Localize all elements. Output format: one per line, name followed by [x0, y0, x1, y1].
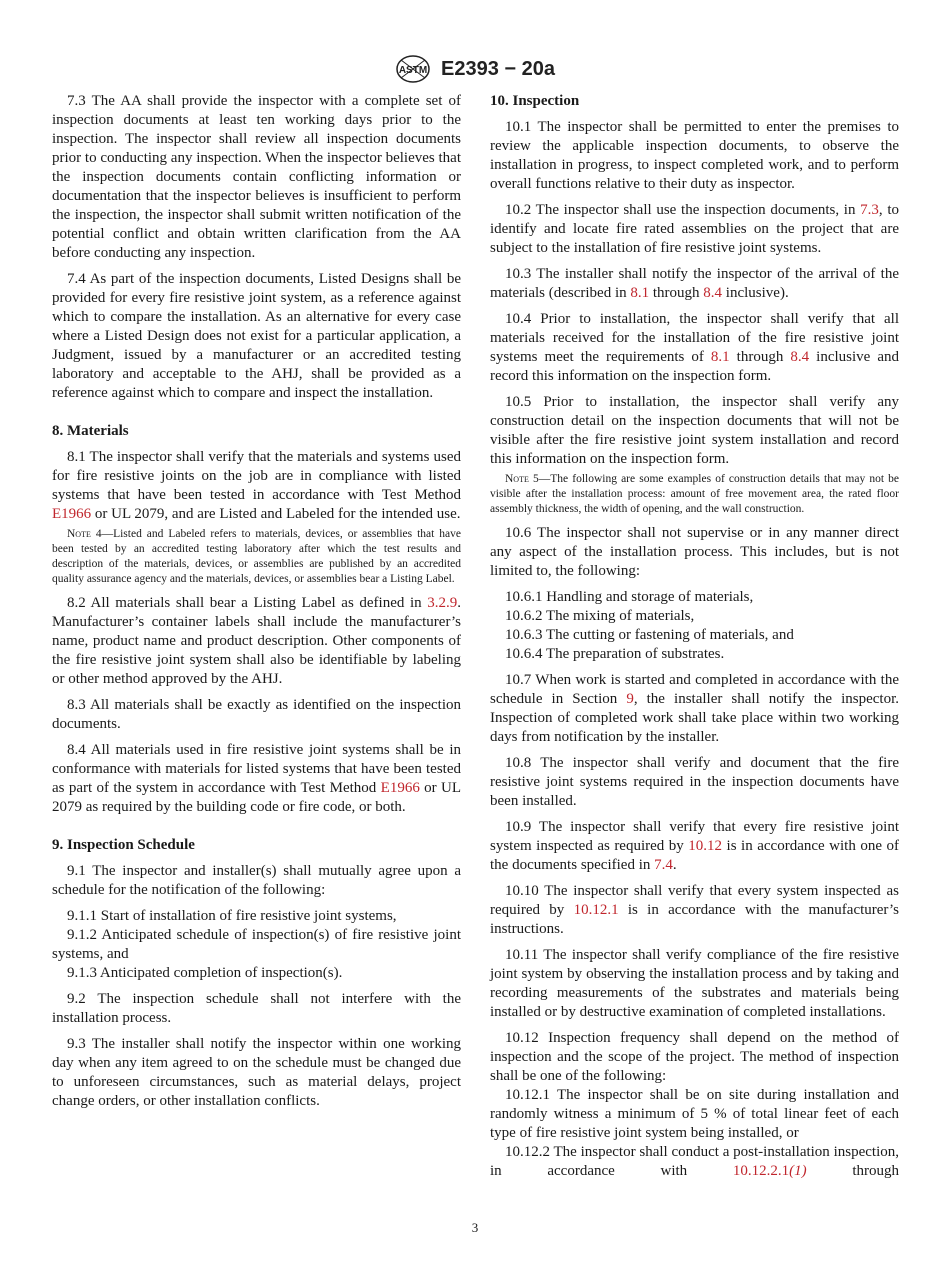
paragraph-9-1: 9.1 The inspector and installer(s) shall mutually agree upon a schedule for the notification of the following: — [52, 863, 461, 898]
paragraph-10-9: 10.9 The inspector shall verify that every fire resistive joint system inspected as required by 10.12 is in accordance with one of the documents specified in 7.4. — [490, 819, 899, 873]
note-4: Note 4—Listed and Labeled refers to materials, devices, or assemblies that have been tested by an accredited testing laboratory after which the test results and description of the materials, devices, or assemblies are published by an accredited quality assurance agency and the materials, devices, or assemblies bear a Listing Label. — [52, 528, 461, 585]
paragraph-8-2: 8.2 All materials shall bear a Listing Label as defined in 3.2.9. Manufacturer’s container labels shall include the manufacturer’s name, product name and product description. Other components of the fire resistive joint system shall also be identifiable by labeling or other method approved by the AHJ. — [52, 595, 461, 687]
paragraph-10-8: 10.8 The inspector shall verify and document that the fire resistive joint systems required in the inspection documents have been installed. — [490, 755, 899, 809]
paragraph-8-1: 8.1 The inspector shall verify that the materials and systems used for fire resistive joints on the job are in compliance with listed systems that have been tested in accordance with Test Method E1966 or UL 2079, and are Listed and Labeled for the intended use. — [52, 449, 461, 522]
section-heading-9: 9. Inspection Schedule — [52, 837, 195, 853]
ref-link-10-12-1[interactable]: 10.12.1 — [573, 902, 619, 918]
paragraph-9-2: 9.2 The inspection schedule shall not interfere with the installation process. — [52, 991, 461, 1026]
ref-link-section-9[interactable]: 9 — [626, 691, 634, 707]
standard-designation: E2393 − 20a — [441, 57, 555, 80]
paragraph-10-12: 10.12 Inspection frequency shall depend on the method of inspection and the scope of the project. The method of inspection shall be one of the following: — [490, 1030, 899, 1084]
paragraph-9-1-1: 9.1.1 Start of installation of fire resistive joint systems, — [67, 908, 397, 924]
paragraph-10-6-3: 10.6.3 The cutting or fastening of materials, and — [505, 627, 794, 643]
section-heading-10: 10. Inspection — [490, 93, 580, 109]
paragraph-10-4: 10.4 Prior to installation, the inspector shall verify that all materials received for the installation of the fire resistive joint systems meet the requirements of 8.1 through 8.4 inclusive and record this information on the inspection form. — [490, 311, 899, 384]
paragraph-10-12-1: 10.12.1 The inspector shall be on site during installation and randomly witness a minimum of 5 % of total linear feet of each type of fire resistive joint system being installed, or — [490, 1087, 899, 1141]
paragraph-9-3: 9.3 The installer shall notify the inspector within one working day when any item agreed to on the schedule must be changed due to unforeseen circumstances, such as material delays, project change orders, or other installation conflicts. — [52, 1036, 461, 1109]
right-column — [490, 92, 899, 1181]
ref-link-10-12-2-1[interactable]: 10.12.2.1(1) — [732, 1163, 807, 1179]
ref-link-7-4[interactable]: 7.4 — [654, 857, 673, 873]
ref-link-8-1[interactable]: 8.1 — [710, 349, 730, 365]
paragraph-8-3: 8.3 All materials shall be exactly as identified on the inspection documents. — [52, 697, 461, 732]
ref-link-e1966[interactable]: E1966 — [52, 506, 92, 522]
svg-text:ASTM: ASTM — [398, 65, 428, 76]
paragraph-10-10: 10.10 The inspector shall verify that every system inspected as required by 10.12.1 is in accordance with the manufacturer’s instructions. — [490, 883, 899, 937]
ref-link-8-1[interactable]: 8.1 — [630, 285, 650, 301]
paragraph-10-6-4: 10.6.4 The preparation of substrates. — [505, 646, 725, 662]
paragraph-10-6-1: 10.6.1 Handling and storage of materials, — [505, 589, 754, 605]
astm-logo-icon — [395, 54, 431, 84]
left-column — [52, 92, 461, 1118]
paragraph-10-3: 10.3 The installer shall notify the inspector of the arrival of the materials (described in 8.1 through 8.4 inclusive). — [490, 266, 899, 301]
paragraph-9-1-2: 9.1.2 Anticipated schedule of inspection(s) of fire resistive joint systems, and — [52, 927, 461, 962]
note-5: Note 5—The following are some examples of construction details that may not be visible after the installation process: amount of free movement area, the rated floor assembly thickness, the width of opening, and the wall construction. — [490, 473, 899, 515]
ref-link-7-3[interactable]: 7.3 — [860, 202, 879, 218]
paragraph-7-3: 7.3 The AA shall provide the inspector with a complete set of inspection documents at least ten working days prior to the inspection. The inspector shall review all inspection documents prior to conducting any inspection. When the inspector believes that the inspection documents contain conflicting information or documentation that the inspector believes is insufficient to perform the inspection, the inspector shall submit written notification of the potential conflict and obtain written clarification from the AA before conducting any inspection. — [52, 93, 461, 261]
section-heading-8: 8. Materials — [52, 423, 129, 439]
paragraph-10-5: 10.5 Prior to installation, the inspector shall verify any construction detail on the inspection documents that will not be visible after the fire resistive joint system installation and record this information on the inspection form. — [490, 394, 899, 467]
paragraph-10-12-2: 10.12.2 The inspector shall conduct a post-installation inspection, in accordance with 10.12.2.1(1) through — [490, 1144, 899, 1179]
paragraph-7-4: 7.4 As part of the inspection documents, Listed Designs shall be provided for every fire resistive joint system, as a reference against which to compare the installation. As an alternative for every case where a Listed Design does not exist for a particular application, a Judgment, issued by a manufacturer or an accredited testing laboratory and acceptable to the AHJ, shall be provided as a reference against which to compare and inspect the installation. — [52, 271, 461, 401]
ref-link-3-2-9[interactable]: 3.2.9 — [427, 595, 458, 611]
ref-link-e1966[interactable]: E1966 — [380, 780, 420, 796]
paragraph-10-1: 10.1 The inspector shall be permitted to enter the premises to review the applicable inspection documents, to observe the installation in progress, to inspect completed work, and to perform overall functions relative to their duty as inspector. — [490, 119, 899, 192]
paragraph-10-7: 10.7 When work is started and completed in accordance with the schedule in Section 9, the installer shall notify the inspector. Inspection of completed work shall take place within two working days from notification by the installer. — [490, 672, 899, 745]
paragraph-10-6: 10.6 The inspector shall not supervise or in any manner direct any aspect of the installation process. This includes, but is not limited to, the following: — [490, 525, 899, 579]
paragraph-10-11: 10.11 The inspector shall verify compliance of the fire resistive joint system by observing the installation process and by taking and recording measurements of the substrates and materials being installed or by destructive examination of completed installations. — [490, 947, 899, 1020]
page-number: 3 — [471, 1220, 479, 1235]
paragraph-10-6-2: 10.6.2 The mixing of materials, — [505, 608, 695, 624]
paragraph-8-4: 8.4 All materials used in fire resistive joint systems shall be in conformance with materials for listed systems that have been tested as part of the system in accordance with Test Method E1966 or UL 2079 as required by the building code or fire code, or both. — [52, 742, 461, 815]
ref-link-8-4[interactable]: 8.4 — [790, 349, 810, 365]
page-header — [0, 54, 950, 84]
ref-link-8-4[interactable]: 8.4 — [703, 285, 723, 301]
paragraph-10-2: 10.2 The inspector shall use the inspection documents, in 7.3, to identify and locate fire rated assemblies on the project that are subject to the installation of fire resistive joint systems. — [490, 202, 899, 256]
ref-link-10-12[interactable]: 10.12 — [688, 838, 723, 854]
paragraph-9-1-3: 9.1.3 Anticipated completion of inspection(s). — [67, 965, 343, 981]
